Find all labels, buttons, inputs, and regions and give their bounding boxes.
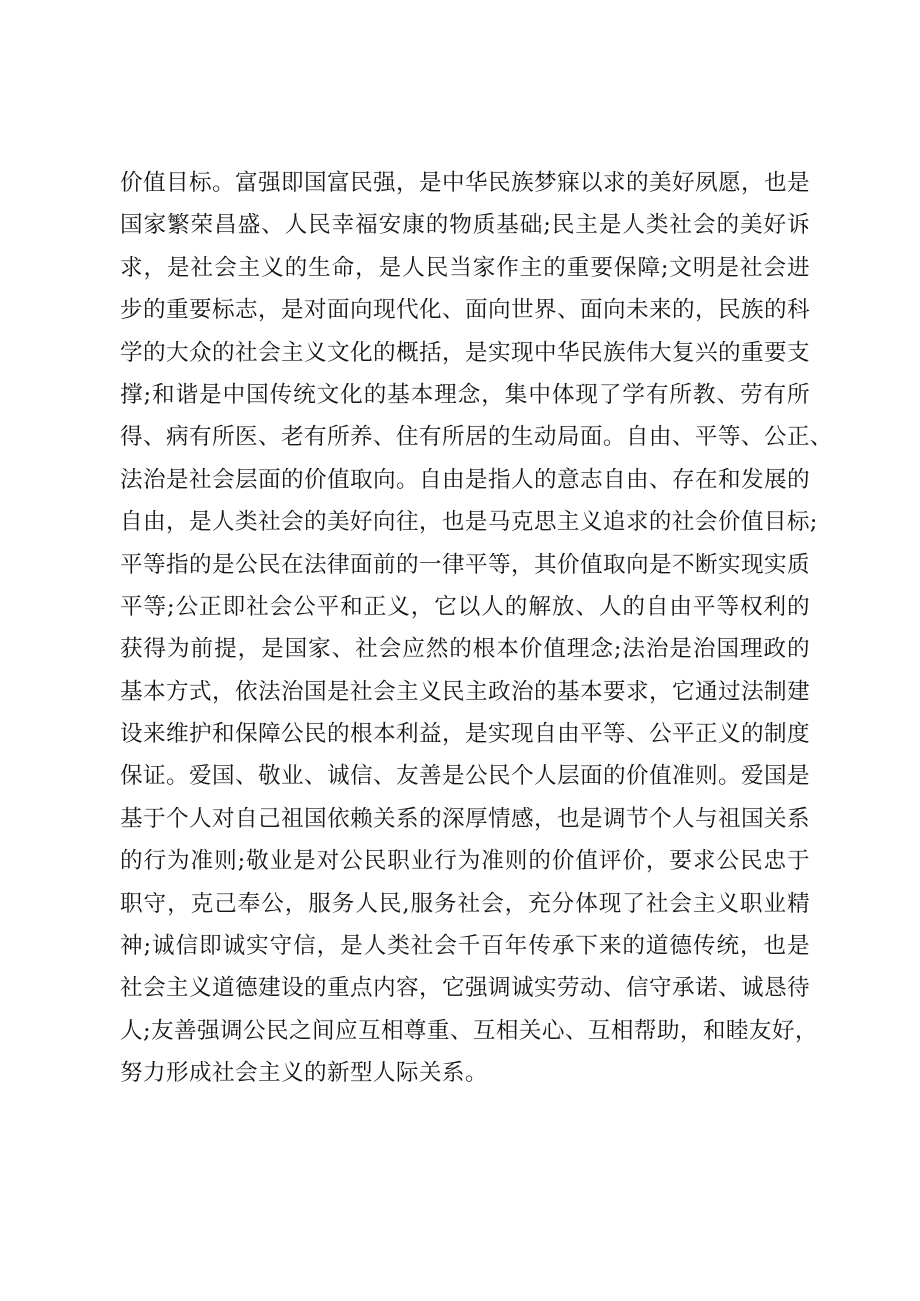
- text-line: 撑;和谐是中国传统文化的基本理念，集中体现了学有所教、劳有所: [120, 381, 810, 408]
- text-line: 得、病有所医、老有所养、住有所居的生动局面。自由、平等、公正、: [120, 424, 833, 451]
- text-line: 学的大众的社会主义文化的概括，是实现中华民族伟大复兴的重要支: [120, 339, 810, 366]
- text-line: 自由，是人类社会的美好向往，也是马克思主义追求的社会价值目标;: [120, 509, 818, 536]
- text-line: 获得为前提，是国家、社会应然的根本价值理念;法治是治国理政的: [120, 636, 810, 663]
- text-line: 价值目标。富强即国富民强，是中华民族梦寐以求的美好夙愿，也是: [120, 170, 810, 196]
- text-line: 设来维护和保障公民的根本利益，是实现自由平等、公平正义的制度: [120, 721, 810, 748]
- text-line: 保证。爱国、敬业、诚信、友善是公民个人层面的价值准则。爱国是: [120, 763, 810, 790]
- text-line: 步的重要标志，是对面向现代化、面向世界、面向未来的，民族的科: [120, 297, 810, 324]
- text-line: 基本方式，依法治国是社会主义民主政治的基本要求，它通过法制建: [120, 678, 810, 705]
- text-line: 神;诚信即诚实守信，是人类社会千百年传承下来的道德传统，也是: [120, 933, 810, 960]
- body-text: [120, 162, 833, 1095]
- text-line: 社会主义道德建设的重点内容，它强调诚实劳动、信守承诺、诚恳待: [120, 975, 810, 1002]
- text-line: 平等;公正即社会公平和正义，它以人的解放、人的自由平等权利的: [120, 593, 810, 620]
- text-line: 求，是社会主义的生命，是人民当家作主的重要保障;文明是社会进: [120, 254, 810, 281]
- text-line: 平等指的是公民在法律面前的一律平等，其价值取向是不断实现实质: [120, 551, 810, 578]
- text-line-last: 努力形成社会主义的新型人际关系。: [120, 1060, 488, 1087]
- text-line: 法治是社会层面的价值取向。自由是指人的意志自由、存在和发展的: [120, 466, 810, 493]
- text-line: 的行为准则;敬业是对公民职业行为准则的价值评价，要求公民忠于: [120, 848, 810, 875]
- text-line: 国家繁荣昌盛、人民幸福安康的物质基础;民主是人类社会的美好诉: [120, 212, 810, 239]
- text-line: 职守，克己奉公，服务人民,服务社会，充分体现了社会主义职业精: [120, 890, 810, 917]
- text-line: 基于个人对自己祖国依赖关系的深厚情感，也是调节个人与祖国关系: [120, 805, 810, 832]
- text-line: 人;友善强调公民之间应互相尊重、互相关心、互相帮助，和睦友好，: [120, 1017, 818, 1044]
